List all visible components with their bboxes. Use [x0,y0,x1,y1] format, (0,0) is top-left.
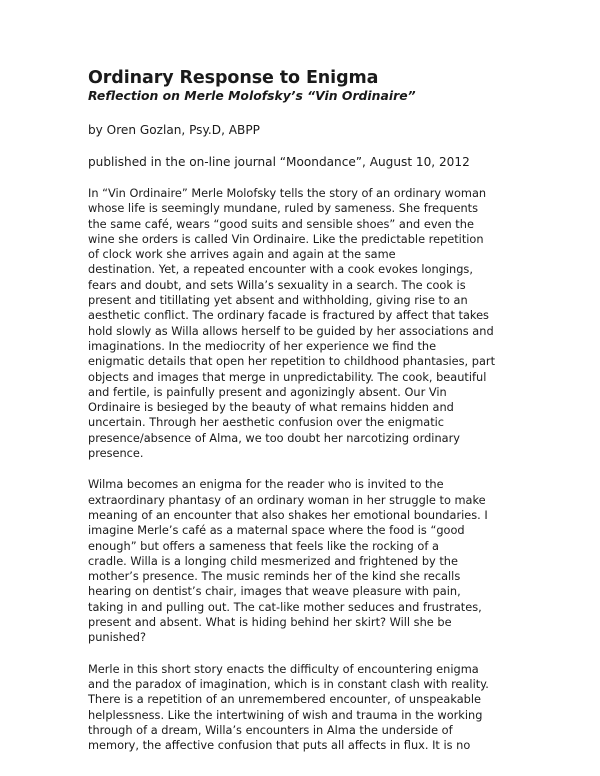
text-line: Wilma becomes an enigma for the reader who is invited to the [88,477,444,492]
text-line: and the paradox of imagination, which is in constant clash with reality. [88,676,489,691]
paragraph-3 [88,662,518,754]
text-line: fears and doubt, and sets Willa’s sexuality in a search. The cook is [88,277,466,292]
text-line: Ordinaire is besieged by the beauty of what remains hidden and [88,400,454,415]
text-line: enigmatic details that open her repetition to childhood phantasies, part [88,354,496,369]
document-body [88,68,518,753]
paragraph-2 [88,477,518,645]
text-line: uncertain. Through her aesthetic confusion over the enigmatic [88,415,445,430]
text-line: whose life is seemingly mundane, ruled by sameness. She frequents [88,201,479,216]
author-byline: by Oren Gozlan, Psy.D, ABPP [88,123,260,137]
text-line: memory, the affective confusion that puts all affects in flux. It is no [88,738,471,753]
text-line: There is a repetition of an unremembered encounter, of unspeakable [88,692,481,707]
text-line: cradle. Willa is a longing child mesmerized and frightened by the [88,553,458,568]
text-line: imaginations. In the mediocrity of her experience we find the [88,338,437,353]
text-line: imagine Merle’s café as a maternal space where the food is “good [88,523,465,538]
text-line: the same café, wears “good suits and sensible shoes” and even the [88,216,474,231]
text-line: enough” but offers a sameness that feels like the rocking of a [88,538,439,553]
text-line: and fertile, is painfully present and agonizingly absent. Our Vin [88,384,447,399]
text-line: hold slowly as Willa allows herself to be guided by her associations and [88,323,494,338]
document-subtitle: Reflection on Merle Molofsky’s “Vin Ordinaire” [88,88,416,103]
text-line: destination. Yet, a repeated encounter with a cook evokes longings, [88,262,473,277]
document-title: Ordinary Response to Enigma [88,68,379,88]
text-line: hearing on dentist’s chair, images that weave pleasure with pain, [88,584,461,599]
text-line: objects and images that merge in unpredictability. The cook, beautiful [88,369,487,384]
text-line: punished? [88,630,147,645]
text-line: meaning of an encounter that also shakes her emotional boundaries. I [88,507,488,522]
publication-info: published in the on-line journal “Moondance”, August 10, 2012 [88,155,470,169]
text-line: extraordinary phantasy of an ordinary woman in her struggle to make [88,492,486,507]
text-line: helplessness. Like the intertwining of wish and trauma in the working [88,707,483,722]
text-line: wine she orders is called Vin Ordinaire. Like the predictable repetition [88,231,484,246]
text-line: present and absent. What is hiding behind her skirt? Will she be [88,615,452,630]
text-line: aesthetic conflict. The ordinary facade is fractured by affect that takes [88,308,489,323]
text-line: through of a dream, Willa’s encounters in Alma the underside of [88,722,453,737]
text-line: of clock work she arrives again and again at the same [88,247,396,262]
text-line: present and titillating yet absent and withholding, giving rise to an [88,293,468,308]
text-line: presence. [88,446,144,461]
text-line: taking in and pulling out. The cat-like mother seduces and frustrates, [88,599,482,614]
text-line: Merle in this short story enacts the difficulty of encountering enigma [88,661,479,676]
paragraph-1 [88,186,518,461]
text-line: mother’s presence. The music reminds her of the kind she recalls [88,569,461,584]
text-line: In “Vin Ordinaire” Merle Molofsky tells the story of an ordinary woman [88,186,487,200]
text-line: presence/absence of Alma, we too doubt her narcotizing ordinary [88,430,460,445]
